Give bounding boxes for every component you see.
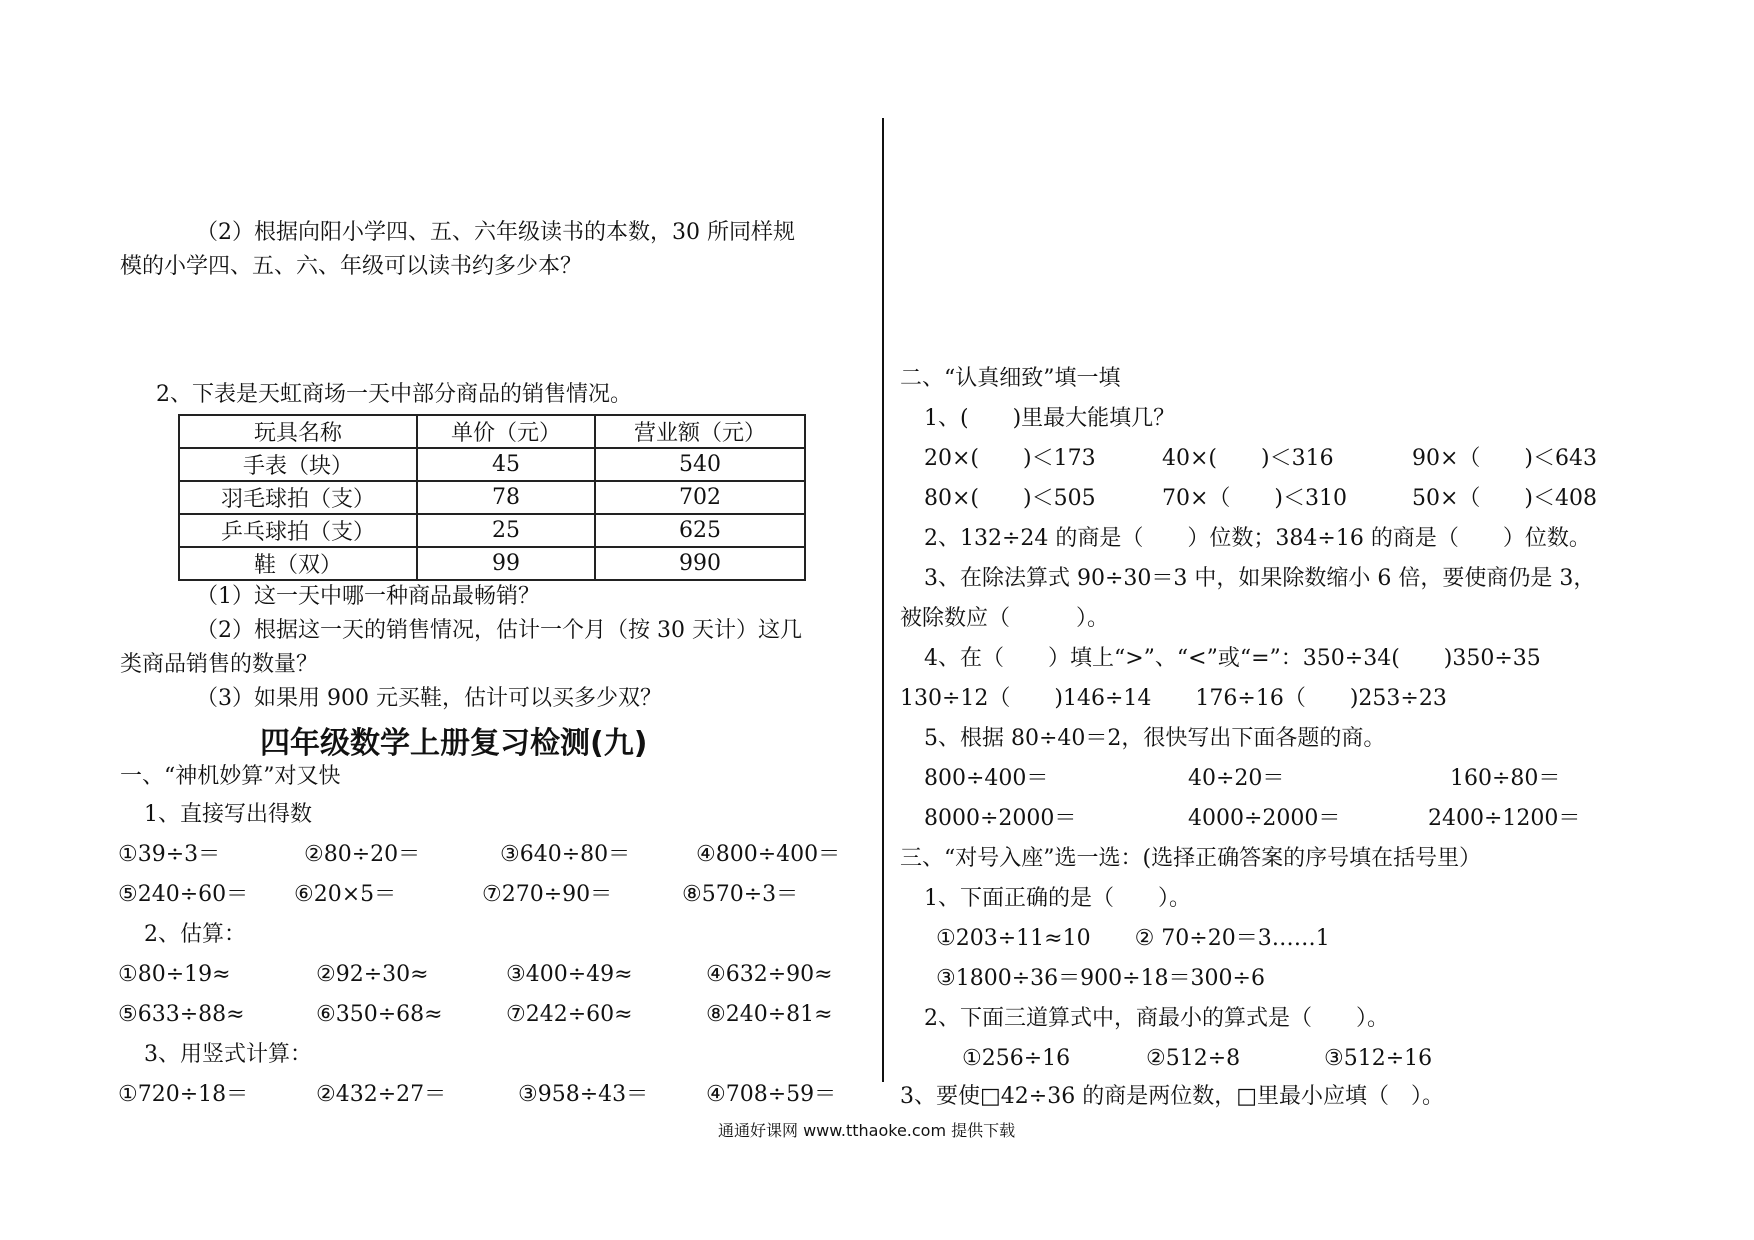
fill-q5-item: 2400÷1200＝ <box>1428 806 1581 831</box>
estimate-item: ③400÷49≈ <box>506 962 633 987</box>
table-row <box>179 448 805 481</box>
table-cell: 702 <box>595 481 805 514</box>
fill-q1: 1、( )里最大能填几？ <box>924 406 1176 431</box>
choice-q1-options-1: ①203÷11≈10 ② 70÷20＝3……1 <box>936 926 1330 951</box>
table-row <box>179 547 805 580</box>
estimate-item: ②92÷30≈ <box>316 962 429 987</box>
fill-q1-item: 50×（ )＜408 <box>1412 486 1598 511</box>
fill-q3-line1: 3、在除法算式 90÷30＝3 中，如果除数缩小 6 倍，要使商仍是 3， <box>924 566 1596 591</box>
table-header-row <box>179 415 805 448</box>
fill-q1-item: 20×( )＜173 <box>924 446 1096 471</box>
sub-question-2-line1: （2）根据这一天的销售情况，估计一个月（按 30 天计）这几 <box>196 618 802 643</box>
choice-q2-option: ②512÷8 <box>1146 1046 1241 1071</box>
table-cell: 540 <box>595 448 805 481</box>
s1-q1-label: 1、直接写出得数 <box>144 802 312 827</box>
choice-q1-options-2: ③1800÷36＝900÷18＝300÷6 <box>936 966 1265 991</box>
sub-question-1: （1）这一天中哪一种商品最畅销？ <box>196 584 540 609</box>
calc-item: ③640÷80＝ <box>500 842 631 867</box>
section-2-heading: 二、“认真细致”填一填 <box>900 366 1121 391</box>
fill-q1-item: 90×（ )＜643 <box>1412 446 1598 471</box>
table-cell: 625 <box>595 514 805 547</box>
s1-q2-label: 2、估算： <box>144 922 246 947</box>
calc-item: ①39÷3＝ <box>118 842 221 867</box>
sales-table <box>178 414 806 581</box>
s1-q3-label: 3、用竖式计算： <box>144 1042 312 1067</box>
question-2-line1: （2）根据向阳小学四、五、六年级读书的本数，30 所同样规 <box>196 220 795 245</box>
fill-q4-line1: 4、在（ ）填上“>”、“<”或“=”：350÷34( )350÷35 <box>924 646 1541 671</box>
calc-item: ⑧570÷3＝ <box>682 882 799 907</box>
section-3-heading: 三、“对号入座”选一选：(选择正确答案的序号填在括号里） <box>900 846 1482 871</box>
section-1-heading: 一、“神机妙算”对又快 <box>120 764 341 789</box>
table-cell: 78 <box>417 481 595 514</box>
table-cell: 鞋（双） <box>179 547 417 580</box>
page-title: 四年级数学上册复习检测(九) <box>260 726 648 761</box>
vertical-calc-item: ①720÷18＝ <box>118 1082 249 1107</box>
question-2-line2: 模的小学四、五、六、年级可以读书约多少本？ <box>120 254 583 279</box>
vertical-calc-item: ②432÷27＝ <box>316 1082 447 1107</box>
fill-q5: 5、根据 80÷40＝2，很快写出下面各题的商。 <box>924 726 1386 751</box>
calc-item: ②80÷20＝ <box>304 842 421 867</box>
fill-q1-item: 70×（ )＜310 <box>1162 486 1348 511</box>
table-cell: 手表（块） <box>179 448 417 481</box>
estimate-item: ⑥350÷68≈ <box>316 1002 443 1027</box>
fill-q5-item: 800÷400＝ <box>924 766 1049 791</box>
table-cell: 乒乓球拍（支） <box>179 514 417 547</box>
table-cell: 99 <box>417 547 595 580</box>
fill-q5-item: 160÷80＝ <box>1450 766 1561 791</box>
fill-q1-item: 40×( )＜316 <box>1162 446 1334 471</box>
fill-q5-item: 4000÷2000＝ <box>1188 806 1341 831</box>
column-divider <box>882 118 884 1082</box>
fill-q3-line2: 被除数应（ ）。 <box>900 606 1110 631</box>
estimate-item: ④632÷90≈ <box>706 962 833 987</box>
table-row <box>179 481 805 514</box>
estimate-item: ①80÷19≈ <box>118 962 231 987</box>
fill-q4-line2: 130÷12（ )146÷14 176÷16（ )253÷23 <box>900 686 1447 711</box>
footer-credit: 通通好课网 www.tthaoke.com 提供下载 <box>718 1121 1016 1140</box>
sub-question-2-line2: 类商品销售的数量？ <box>120 652 319 677</box>
table-header: 玩具名称 <box>179 415 417 448</box>
choice-q1: 1、下面正确的是（ ）。 <box>924 886 1191 911</box>
estimate-item: ⑦242÷60≈ <box>506 1002 633 1027</box>
estimate-item: ⑤633÷88≈ <box>118 1002 245 1027</box>
table-cell: 羽毛球拍（支） <box>179 481 417 514</box>
table-header: 单价（元） <box>417 415 595 448</box>
sales-intro: 2、下表是天虹商场一天中部分商品的销售情况。 <box>156 382 632 407</box>
calc-item: ④800÷400＝ <box>696 842 841 867</box>
fill-q2: 2、132÷24 的商是（ ）位数；384÷16 的商是（ ）位数。 <box>924 526 1591 551</box>
choice-q2: 2、下面三道算式中，商最小的算式是（ ）。 <box>924 1006 1389 1031</box>
choice-q2-option: ③512÷16 <box>1324 1046 1433 1071</box>
fill-q1-item: 80×( )＜505 <box>924 486 1096 511</box>
fill-q5-item: 40÷20＝ <box>1188 766 1285 791</box>
table-cell: 45 <box>417 448 595 481</box>
sub-question-3: （3）如果用 900 元买鞋，估计可以买多少双？ <box>196 686 662 711</box>
calc-item: ⑥20×5＝ <box>294 882 397 907</box>
table-row <box>179 514 805 547</box>
table-cell: 25 <box>417 514 595 547</box>
vertical-calc-item: ④708÷59＝ <box>706 1082 837 1107</box>
calc-item: ⑤240÷60＝ <box>118 882 249 907</box>
vertical-calc-item: ③958÷43＝ <box>518 1082 649 1107</box>
estimate-item: ⑧240÷81≈ <box>706 1002 833 1027</box>
table-cell: 990 <box>595 547 805 580</box>
fill-q5-item: 8000÷2000＝ <box>924 806 1077 831</box>
choice-q3: 3、要使□42÷36 的商是两位数，□里最小应填（ ）。 <box>900 1084 1444 1109</box>
table-header: 营业额（元） <box>595 415 805 448</box>
choice-q2-option: ①256÷16 <box>962 1046 1071 1071</box>
calc-item: ⑦270÷90＝ <box>482 882 613 907</box>
